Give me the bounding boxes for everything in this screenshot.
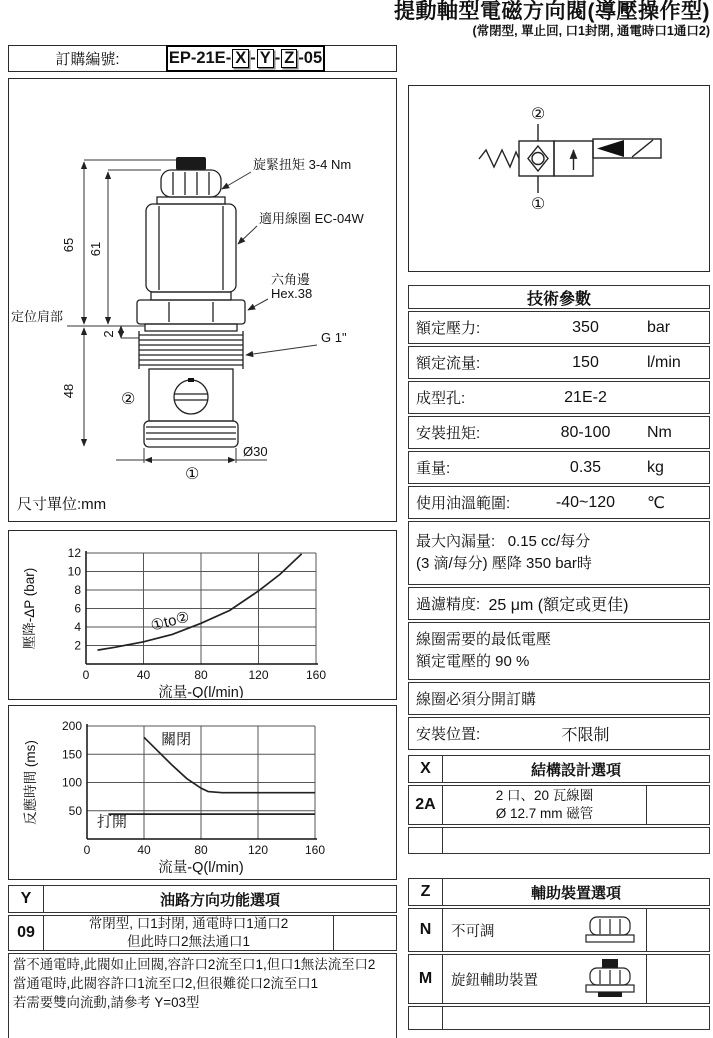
valve-shoulder-ring xyxy=(145,324,237,331)
response-time-chart xyxy=(9,706,396,878)
accessory-options-blank-row xyxy=(408,1006,710,1030)
valve-knurled-nut xyxy=(161,170,221,197)
nut-icon xyxy=(584,915,636,945)
valve-body-outline xyxy=(137,157,245,447)
svg-text:80: 80 xyxy=(194,668,208,682)
svg-text:打開: 打開 xyxy=(96,813,127,831)
pressure-drop-chart-box xyxy=(8,530,397,700)
knob-nut-icon xyxy=(584,959,636,999)
tech-row-filtration: 過濾精度: 25 μm (額定或更佳) xyxy=(408,587,710,620)
svg-text:40: 40 xyxy=(136,668,151,682)
tech-row-coil-voltage: 線圈需要的最低電壓 額定電壓的 90 % xyxy=(408,622,710,680)
option-y-code: Y xyxy=(9,886,44,912)
hex-callout-label: 六角邊 xyxy=(271,272,311,287)
tech-row-pressure: 額定壓力: 350 bar xyxy=(408,311,710,344)
thread-size-label: G 1" xyxy=(321,330,347,345)
svg-text:50: 50 xyxy=(68,803,82,818)
pressure-drop-chart xyxy=(9,531,396,698)
valve-hex-nut xyxy=(137,300,245,324)
dim-61: 61 xyxy=(88,241,103,257)
order-number-value xyxy=(166,45,325,72)
valve-top-knob xyxy=(176,157,206,170)
svg-text:4: 4 xyxy=(74,620,81,634)
function-option-empty-cell xyxy=(333,916,396,950)
tech-row-flow: 額定流量: 150 l/min xyxy=(408,346,710,379)
order-code-z: Z xyxy=(281,49,297,68)
order-number-label: 訂購編號: xyxy=(55,51,120,68)
function-option-row-09: 09 常閉型, 口1封閉, 通電時口1通口2 但此時口2無法通口1 xyxy=(8,915,397,951)
svg-text:關閉: 關閉 xyxy=(161,731,192,749)
tech-row-weight: 重量: 0.35 kg xyxy=(408,451,710,484)
title-block xyxy=(280,0,710,39)
page-title: 提動軸型電磁方向閥(導壓操作型) xyxy=(394,0,710,23)
svg-text:10: 10 xyxy=(67,564,81,579)
order-prefix: EP-21E- xyxy=(168,49,232,67)
valve-cross-hole xyxy=(174,380,208,414)
order-sep2: - xyxy=(274,49,281,67)
tech-row-mounting: 安裝位置: 不限制 xyxy=(408,717,710,750)
accessory-option-row-m: M 旋鈕輔助裝置 xyxy=(408,954,710,1004)
svg-text:0: 0 xyxy=(83,843,91,857)
valve-thread-section xyxy=(139,331,243,369)
order-suffix: -05 xyxy=(298,49,323,67)
order-number-box xyxy=(8,45,397,72)
port1-marker: ① xyxy=(185,466,200,483)
function-options-table xyxy=(8,885,397,1038)
tech-header: 技術參數 xyxy=(408,285,710,309)
svg-text:200: 200 xyxy=(61,719,82,733)
valve-nut-plate xyxy=(157,197,225,204)
hex-size-label: Hex.38 xyxy=(271,286,313,301)
svg-text:流量-Q(l/min): 流量-Q(l/min) xyxy=(158,860,244,876)
accessory-option-row-n: N 不可調 xyxy=(408,908,710,952)
svg-text:2: 2 xyxy=(74,638,81,653)
tech-row-cavity: 成型孔: 21E-2 xyxy=(408,381,710,414)
svg-text:120: 120 xyxy=(248,668,269,682)
shoulder-label: 定位肩部 xyxy=(11,309,64,324)
hydraulic-symbol xyxy=(409,86,709,270)
svg-text:12: 12 xyxy=(67,546,81,560)
svg-text:①to②: ①to② xyxy=(148,608,192,635)
svg-text:流量-Q(l/min): 流量-Q(l/min) xyxy=(158,685,244,698)
svg-text:150: 150 xyxy=(61,747,82,762)
page-subtitle: (常閉型, 單止回, 口1封閉, 通電時口1通口2) xyxy=(472,24,710,39)
structure-options-header: 結構設計選項 xyxy=(530,761,621,779)
svg-text:40: 40 xyxy=(137,843,151,857)
order-code-x: X xyxy=(232,49,249,68)
function-options-header: 油路方向功能選項 xyxy=(159,891,280,909)
symbol-spring xyxy=(479,150,519,167)
valve-drawing-box xyxy=(8,78,397,522)
tech-params-table xyxy=(408,285,710,750)
accessory-options-table xyxy=(408,878,710,1030)
symbol-port1: ① xyxy=(530,196,546,213)
valve-drawing xyxy=(9,79,396,520)
svg-text:6: 6 xyxy=(74,601,81,616)
svg-text:100: 100 xyxy=(61,775,82,790)
function-option-notes: 當不通電時,此閥如止回閥,容許口2流至口1,但口1無法流至口2 當通電時,此閥容許口1流至口2,但很難從口2流至口1 若需要雙向流動,請參考 Y=03型 xyxy=(8,953,397,1038)
tech-row-coil-order: 線圈必須分開訂購 xyxy=(408,682,710,715)
valve-lower-body xyxy=(149,369,233,421)
diameter-label: Ø30 xyxy=(243,444,268,459)
accessory-options-header: 輔助裝置選項 xyxy=(530,884,621,902)
function-options-header-row xyxy=(8,885,397,913)
svg-text:反應時間 (ms): 反應時間 (ms) xyxy=(23,740,38,825)
valve-nose xyxy=(144,421,238,447)
response-time-chart-box xyxy=(8,705,397,880)
port2-marker: ② xyxy=(121,391,136,408)
structure-options-header-row xyxy=(408,755,710,783)
option-x-code: X xyxy=(409,756,443,782)
structure-options-blank-row xyxy=(408,827,710,854)
structure-option-empty-cell xyxy=(646,786,709,824)
accessory-options-header-row xyxy=(408,878,710,906)
tech-row-torque: 安裝扭矩: 80-100 Nm xyxy=(408,416,710,449)
dim-48: 48 xyxy=(61,383,76,399)
svg-text:0: 0 xyxy=(82,668,90,682)
torque-callout-label: 旋緊扭矩 3-4 Nm xyxy=(253,157,352,172)
coil-callout-label: 適用線圈 EC-04W xyxy=(259,211,364,226)
dim-65: 65 xyxy=(61,237,76,253)
svg-text:160: 160 xyxy=(305,668,327,682)
order-code-y: Y xyxy=(257,49,274,68)
tech-row-oil-temp: 使用油溫範圍: -40~120 ℃ xyxy=(408,486,710,519)
dim-2: 2 xyxy=(101,330,116,338)
svg-text:8: 8 xyxy=(74,583,81,597)
tech-row-leakage: 最大內漏量: 0.15 cc/每分 (3 滴/每分) 壓降 350 bar時 xyxy=(408,521,710,585)
symbol-port2: ② xyxy=(530,106,546,123)
svg-text:壓降-ΔP (bar): 壓降-ΔP (bar) xyxy=(22,567,37,650)
option-z-code: Z xyxy=(409,879,443,905)
dimension-lines xyxy=(67,160,267,463)
structure-options-table xyxy=(408,755,710,854)
order-sep1: - xyxy=(250,49,256,67)
hydraulic-symbol-box xyxy=(408,85,710,272)
svg-text:120: 120 xyxy=(247,843,269,857)
structure-option-row-2a: 2A 2 口、20 瓦線圈 Ø 12.7 mm 磁管 xyxy=(408,785,710,825)
svg-text:160: 160 xyxy=(304,843,326,857)
svg-text:80: 80 xyxy=(194,843,208,857)
dimension-unit-note: 尺寸單位:mm xyxy=(17,496,107,513)
